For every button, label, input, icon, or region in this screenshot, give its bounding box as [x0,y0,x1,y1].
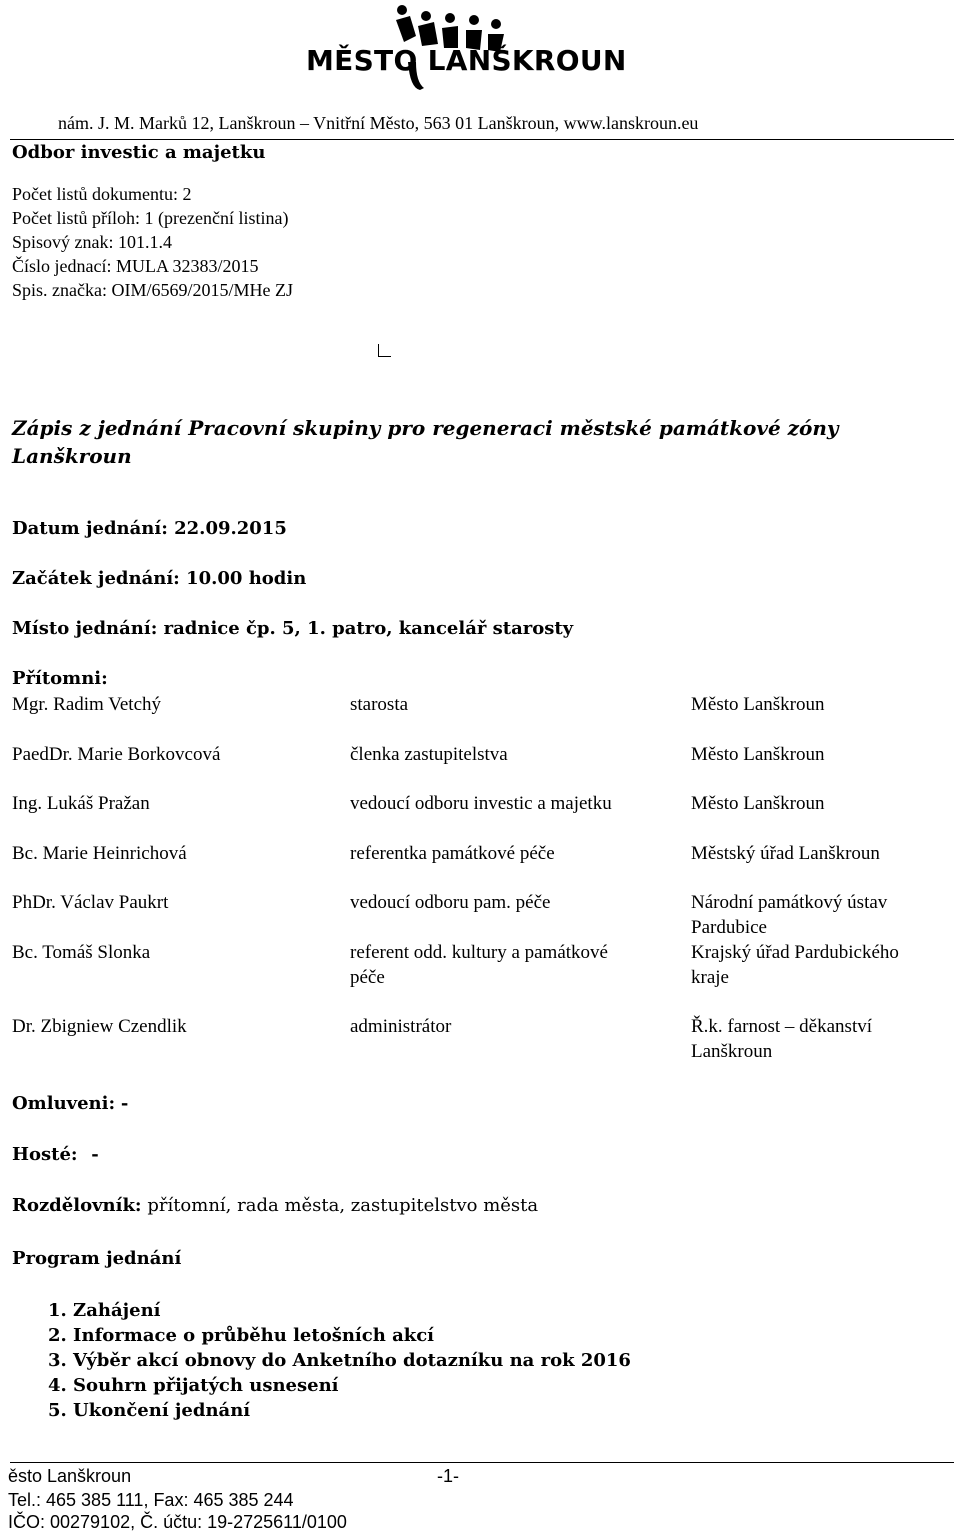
attendees-label: Přítomni: [12,668,108,689]
attendee-name: Mgr. Radim Vetchý [12,694,162,715]
meta-attachments: Počet listů příloh: 1 (prezenční listina) [12,208,289,228]
guests-row [12,1144,99,1165]
header-divider [10,139,954,140]
attendee-org: Město Lanškroun [691,793,825,814]
attendee-name: PhDr. Václav Paukrt [12,892,169,913]
attendee-role: referentka památkové péče [350,843,555,864]
footer-ids: IČO: 00279102, Č. účtu: 19-2725611/0100 [8,1512,347,1532]
attendee-role: členka zastupitelstva [350,744,508,765]
attendee-name: Ing. Lukáš Pražan [12,793,150,814]
attendee-role: vedoucí odboru pam. péče [350,892,551,913]
program-list [48,1298,631,1423]
attendee-role: vedoucí odboru investic a majetku [350,793,612,814]
attendee-org: Město Lanškroun [691,694,825,715]
meta-reference-number: Číslo jednací: MULA 32383/2015 [12,256,259,276]
attendee-name: Bc. Marie Heinrichová [12,843,187,864]
attendee-role: starosta [350,694,409,715]
logo-wordmark: MĚSTO LANŠKROUN [306,44,627,77]
attendee-role: referent odd. kultury a památkové péče [350,942,608,988]
header-address: nám. J. M. Marků 12, Lanškroun – Vnitřní Město, 563 01 Lanškroun, www.lanskroun.eu [58,113,699,133]
program-item: 1. Zahájení [48,1300,161,1321]
distribution-row [12,1195,538,1216]
footer-page-number: -1- [437,1466,459,1486]
program-label: Program jednání [12,1248,182,1269]
program-item: 4. Souhrn přijatých usnesení [48,1375,339,1396]
program-item: 2. Informace o průběhu letošních akcí [48,1325,435,1346]
meta-file-mark: Spis. značka: OIM/6569/2015/MHe ZJ [12,280,293,300]
attendee-org: Městský úřad Lanškroun [691,843,880,864]
address-corner-mark [378,344,391,357]
department-name: Odbor investic a majetku [12,142,266,163]
attendee-name: Dr. Zbigniew Czendlik [12,1016,187,1037]
attendee-org: Národní památkový ústav Pardubice [691,892,888,938]
footer-phone: Tel.: 465 385 111, Fax: 465 385 244 [8,1490,294,1510]
guests-label: Hosté: [12,1144,78,1165]
program-item: 5. Ukončení jednání [48,1400,251,1421]
attendee-name: Bc. Tomáš Slonka [12,942,151,963]
footer-divider [10,1462,954,1463]
guests-value: - [91,1144,99,1165]
meeting-place: Místo jednání: radnice čp. 5, 1. patro, kancelář starosty [12,618,574,639]
program-item: 3. Výběr akcí obnovy do Anketního dotazníku na rok 2016 [48,1350,631,1371]
attendee-org: Ř.k. farnost – děkanství Lanškroun [691,1016,873,1062]
distribution-value: přítomní, rada města, zastupitelstvo města [147,1195,539,1216]
attendee-role: administrátor [350,1016,452,1037]
excused-value: - [120,1093,129,1114]
meta-sheets: Počet listů dokumentu: 2 [12,184,192,204]
footer-org: ěsto Lanškroun [8,1466,132,1486]
distribution-label: Rozdělovník: [12,1195,142,1216]
attendee-org: Město Lanškroun [691,744,825,765]
attendee-org: Krajský úřad Pardubického kraje [691,942,899,988]
meta-file-code: Spisový znak: 101.1.4 [12,232,172,252]
document-title: Zápis z jednání Pracovní skupiny pro regeneraci městské památkové zóny Lanškroun [12,416,839,468]
meeting-date: Datum jednání: 22.09.2015 [12,518,287,539]
meeting-start: Začátek jednání: 10.00 hodin [12,568,307,589]
attendee-name: PaedDr. Marie Borkovcová [12,744,221,765]
excused-label: Omluveni: [12,1093,116,1114]
excused-row [12,1093,128,1114]
